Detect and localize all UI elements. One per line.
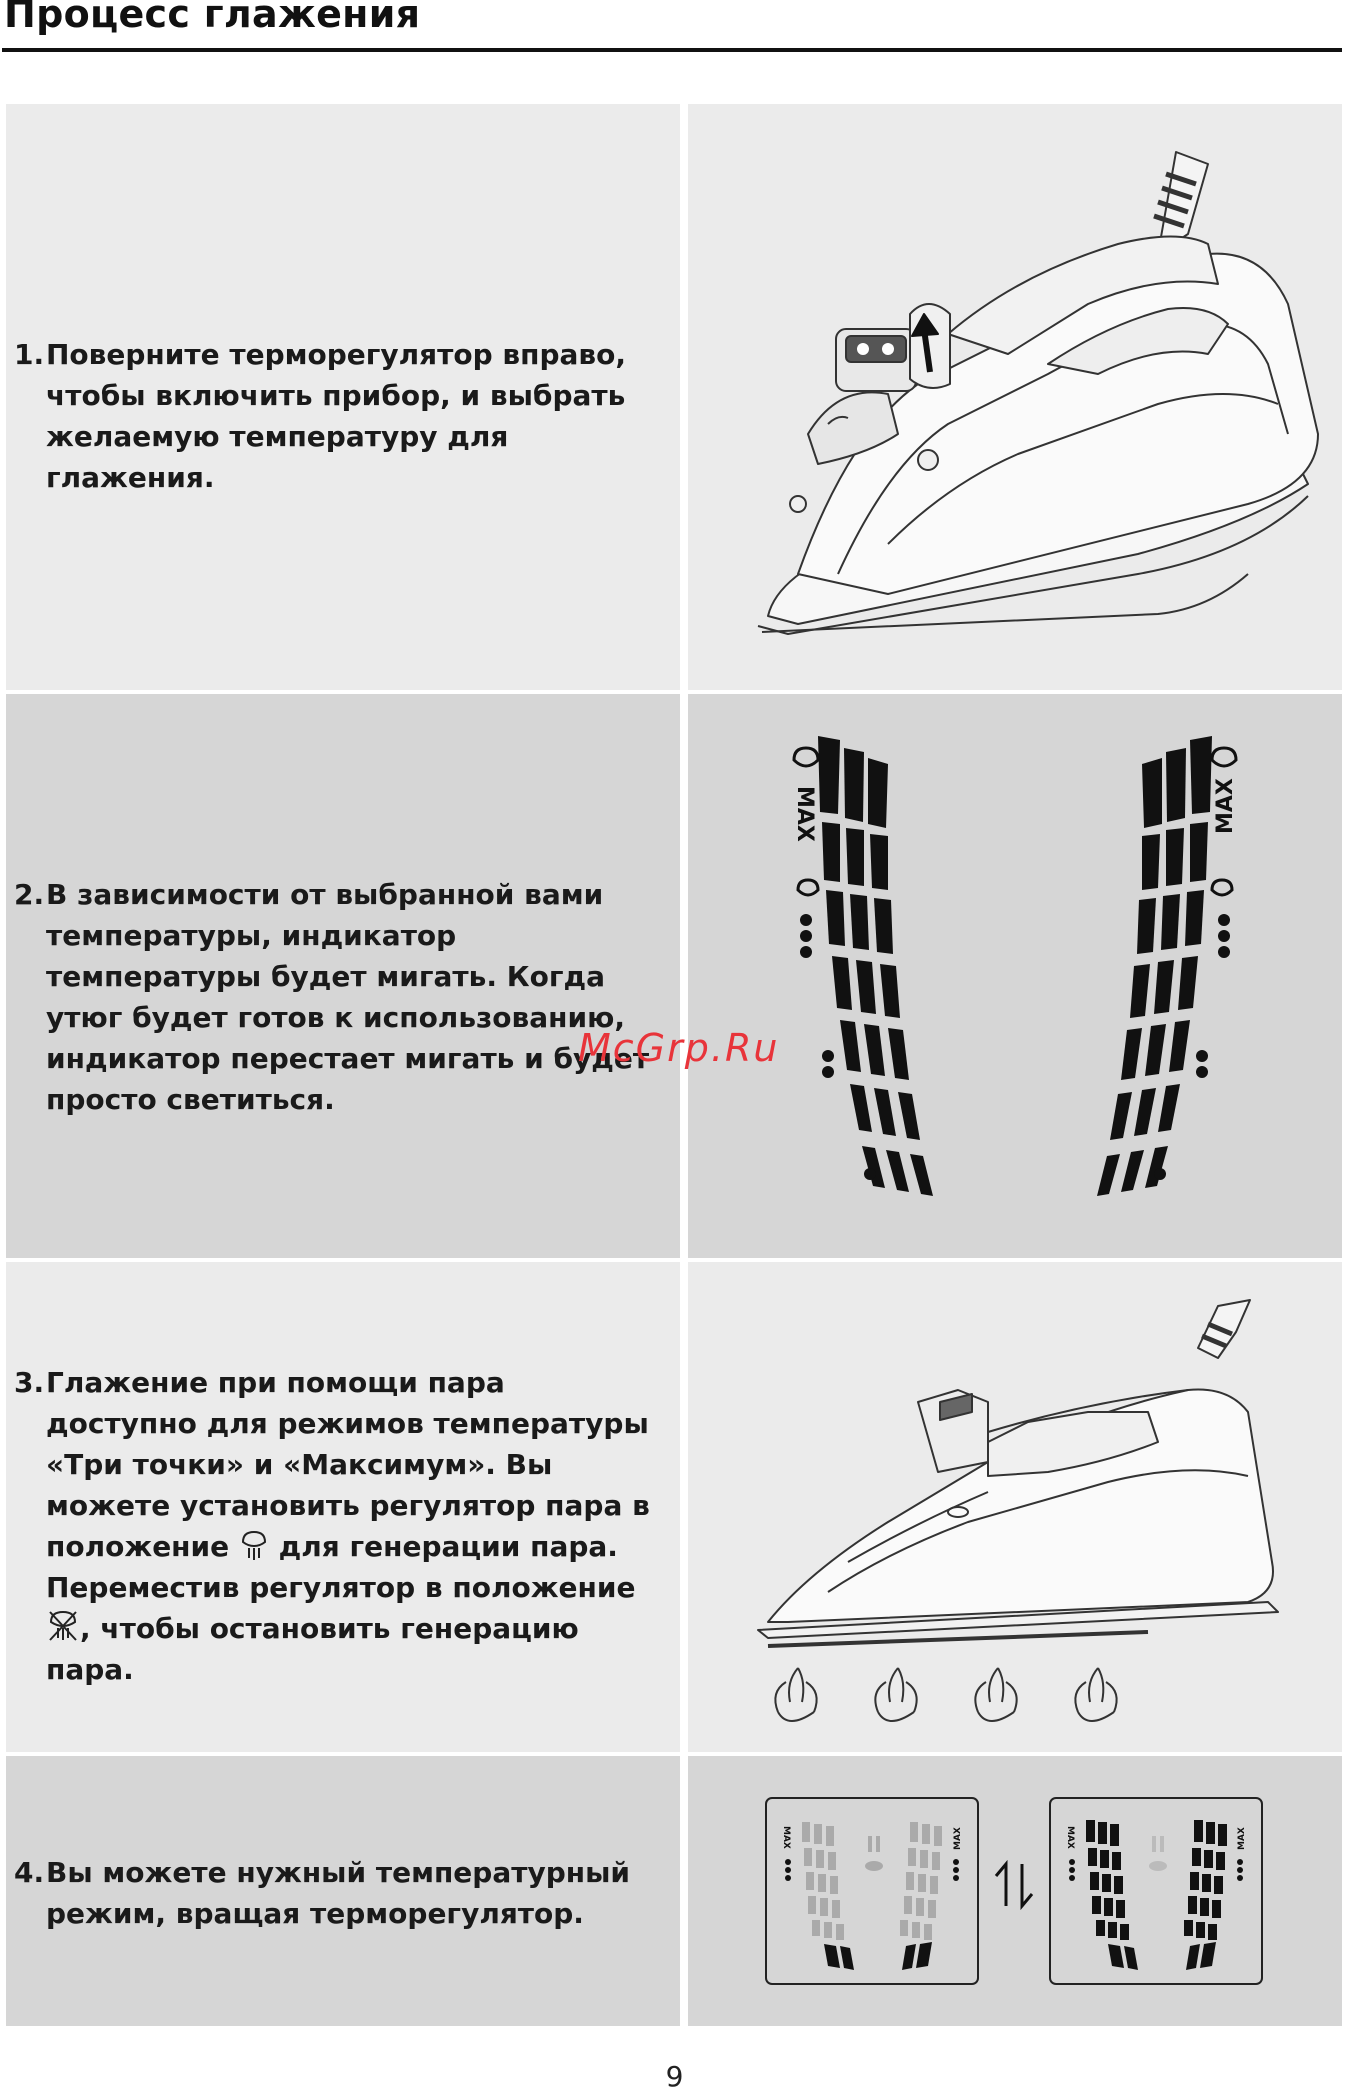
step-2-text (14, 874, 660, 1120)
mini-max-label-4: MAX (1237, 1827, 1247, 1850)
step-3-body-part-1: Глажение при помощи пара доступно для режимов температуры «Три точки» и «Максимум». Вы можете установить регулятор пара в положение (46, 1366, 650, 1563)
step-2-illustration (688, 694, 1342, 1258)
step-row-4 (6, 1756, 1342, 2026)
steam-off-icon (46, 1608, 80, 1644)
watermark: McGrp.Ru (578, 1026, 780, 1070)
step-2-body: В зависимости от выбранной вами температуры, индикатор температуры будет мигать. Когда утюг будет готов к использованию, индикатор перестает мигать и будет просто светиться. (46, 878, 650, 1116)
step-1-text (14, 334, 660, 498)
step-4-text-cell (6, 1756, 680, 2026)
title-rule (2, 48, 1342, 52)
step-3-text-cell (6, 1262, 680, 1752)
step-1-illustration (688, 104, 1342, 690)
mini-max-label-1: MAX (781, 1826, 791, 1849)
mini-max-label-2: MAX (953, 1827, 963, 1850)
step-1-text-cell (6, 104, 680, 690)
iron-dial-icon (688, 104, 1342, 690)
step-1-body: Поверните терморегулятор вправо, чтобы включить прибор, и выбрать желаемую температуру для глажения. (46, 338, 626, 494)
mini-max-label-3: MAX (1065, 1826, 1075, 1849)
step-2-number: 2. (14, 878, 45, 911)
step-row-1 (6, 104, 1342, 690)
step-3-number: 3. (14, 1366, 45, 1399)
step-3-text (14, 1362, 660, 1690)
temperature-indicator-icon (688, 694, 1342, 1258)
step-row-2 (6, 694, 1342, 1258)
step-4-number: 4. (14, 1856, 45, 1889)
step-3-illustration (688, 1262, 1342, 1752)
step-3-body-part-2: для генерации пара. Переместив регулятор в положение (46, 1530, 636, 1604)
step-4-text (14, 1852, 660, 1934)
switch-arrows-icon (688, 1756, 1342, 2026)
steam-icon (239, 1528, 269, 1562)
step-3-body-part-3: , чтобы остановить генерацию пара. (46, 1612, 579, 1686)
step-4-illustration (688, 1756, 1342, 2026)
page-number: 9 (665, 2060, 684, 2093)
step-3-body (14, 1362, 660, 1690)
max-label-right: MAX (1213, 778, 1238, 834)
step-4-body: Вы можете нужный температурный режим, вращая терморегулятор. (46, 1856, 631, 1930)
max-label-left: MAX (792, 786, 817, 842)
page-title: Процесс глажения (4, 0, 421, 36)
step-1-number: 1. (14, 338, 45, 371)
step-row-3 (6, 1262, 1342, 1752)
step-2-text-cell (6, 694, 680, 1258)
steam-burst-icon (688, 1262, 1342, 1752)
